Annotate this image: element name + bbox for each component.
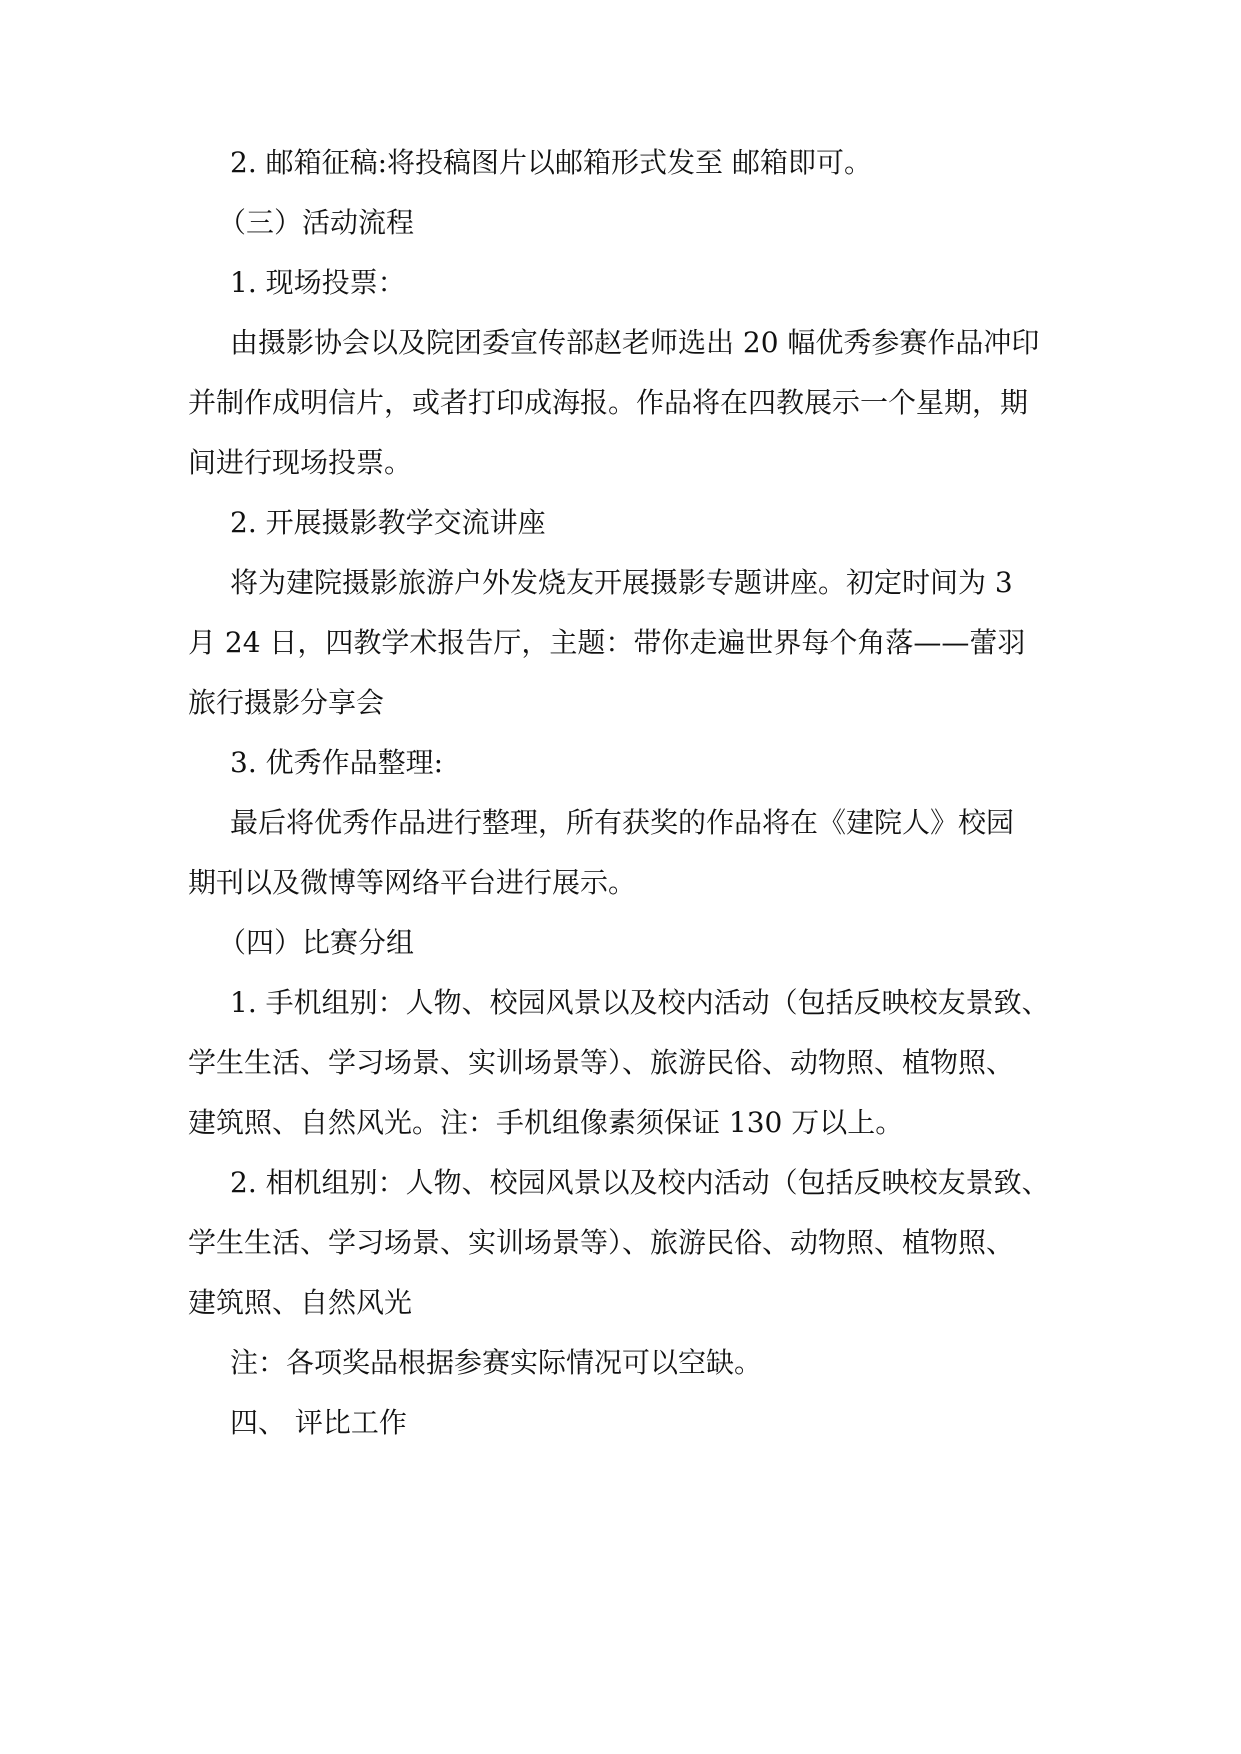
paragraph-line: 间进行现场投票。 <box>188 446 413 479</box>
paragraph-line: 期刊以及微博等网络平台进行展示。 <box>188 866 637 899</box>
paragraph-line: 并制作成明信片，或者打印成海报。作品将在四教展示一个星期，期 <box>188 386 1029 419</box>
paragraph-line: 旅行摄影分享会 <box>188 686 385 719</box>
list-item-heading: 2. 开展摄影教学交流讲座 <box>230 506 546 539</box>
paragraph-line: 月 24 日，四教学术报告厅，主题：带你走遍世界每个角落——蕾羽 <box>188 626 1026 659</box>
paragraph-line: 学生生活、学习场景、实训场景等）、旅游民俗、动物照、植物照、 <box>188 1046 1015 1079</box>
section-heading: （四）比赛分组 <box>218 926 415 959</box>
paragraph-line: 建筑照、自然风光。注：手机组像素须保证 130 万以上。 <box>188 1106 904 1139</box>
section-heading: （三）活动流程 <box>218 206 415 239</box>
paragraph-line: 1. 手机组别：人物、校园风景以及校内活动（包括反映校友景致、 <box>230 986 1050 1019</box>
note-line: 注：各项奖品根据参赛实际情况可以空缺。 <box>230 1346 763 1379</box>
paragraph-line: 由摄影协会以及院团委宣传部赵老师选出 20 幅优秀参赛作品冲印 <box>230 326 1040 359</box>
paragraph-line: 将为建院摄影旅游户外发烧友开展摄影专题讲座。初定时间为 3 <box>230 566 1013 599</box>
paragraph-line: 2. 邮箱征稿:将投稿图片以邮箱形式发至 邮箱即可。 <box>230 146 872 179</box>
paragraph-line: 建筑照、自然风光 <box>188 1286 413 1319</box>
paragraph-line: 学生生活、学习场景、实训场景等）、旅游民俗、动物照、植物照、 <box>188 1226 1015 1259</box>
list-item-heading: 1. 现场投票： <box>230 266 406 299</box>
list-item-heading: 3. 优秀作品整理: <box>230 746 444 779</box>
section-heading: 四、 评比工作 <box>230 1406 407 1439</box>
paragraph-line: 2. 相机组别：人物、校园风景以及校内活动（包括反映校友景致、 <box>230 1166 1050 1199</box>
paragraph-line: 最后将优秀作品进行整理，所有获奖的作品将在《建院人》校园 <box>230 806 1015 839</box>
